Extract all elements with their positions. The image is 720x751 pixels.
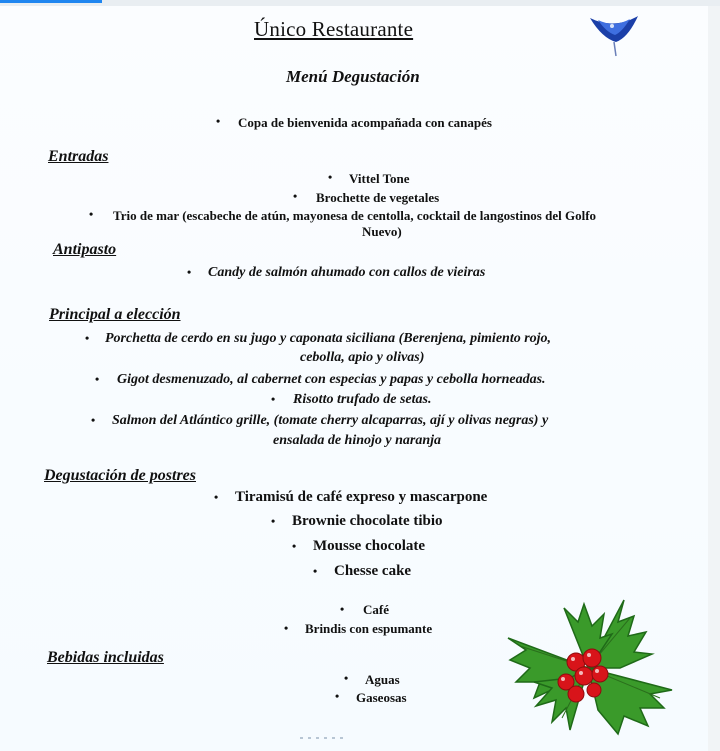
bullet-icon: • <box>85 331 90 345</box>
page-divider <box>300 736 344 740</box>
bullet-icon: • <box>335 689 340 703</box>
bullet-icon: • <box>271 514 276 528</box>
section-heading-principal: Principal a elección <box>49 306 181 323</box>
bullet-icon: • <box>313 564 318 578</box>
page-edge <box>708 6 720 751</box>
holly-icon <box>500 598 676 738</box>
section-heading-postres: Degustación de postres <box>44 467 196 484</box>
list-item-continuation: ensalada de hinojo y naranja <box>273 433 442 448</box>
list-item-continuation: cebolla, apio y olivas) <box>300 350 425 365</box>
blue-ornament-icon <box>588 8 640 58</box>
bullet-icon: • <box>89 207 94 221</box>
list-item: Porchetta de cerdo en su jugo y caponata siciliana (Berenjena, pimiento rojo, <box>105 331 552 346</box>
list-item: Café <box>363 602 389 617</box>
list-item: Gigot desmenuzado, al cabernet con especias y papas y cebolla horneadas. <box>117 372 546 387</box>
bullet-icon: • <box>216 114 221 128</box>
bullet-icon: • <box>187 265 192 279</box>
list-item: Trio de mar (escabeche de atún, mayonesa de centolla, cocktail de langostinos del Golfo <box>113 208 597 223</box>
list-item: Salmon del Atlántico grille, (tomate cherry alcaparras, ají y olivas negras) y <box>112 413 549 428</box>
bullet-icon: • <box>328 170 333 184</box>
section-heading-entradas: Entradas <box>48 148 109 165</box>
list-item: Chesse cake <box>334 563 412 579</box>
bullet-icon: • <box>95 372 100 386</box>
bullet-icon: • <box>292 539 297 553</box>
bullet-icon: • <box>344 671 349 685</box>
list-item: Brochette de vegetales <box>316 190 440 205</box>
restaurant-title: Único Restaurante <box>254 17 414 41</box>
menu-subtitle: Menú Degustación <box>286 67 420 86</box>
list-item: Aguas <box>365 672 400 687</box>
list-item: Risotto trufado de setas. <box>293 392 432 407</box>
section-heading-antipasto: Antipasto <box>53 241 117 258</box>
list-item: Mousse chocolate <box>313 538 426 554</box>
bullet-icon: • <box>214 490 219 504</box>
bullet-icon: • <box>340 602 345 616</box>
list-item: Tiramisú de café expreso y mascarpone <box>235 489 488 505</box>
bullet-icon: • <box>91 413 96 427</box>
list-item: Brownie chocolate tibio <box>292 513 443 529</box>
section-heading-bebidas: Bebidas incluidas <box>47 649 164 666</box>
list-item: Vittel Tone <box>349 171 410 186</box>
list-item: Gaseosas <box>356 690 407 705</box>
list-item-continuation: Nuevo) <box>362 224 402 239</box>
bullet-icon: • <box>293 189 298 203</box>
progress-accent <box>0 0 102 3</box>
list-item: Candy de salmón ahumado con callos de vieiras <box>208 265 486 280</box>
welcome-item: Copa de bienvenida acompañada con canapés <box>238 115 492 130</box>
bullet-icon: • <box>271 392 276 406</box>
bullet-icon: • <box>284 621 289 635</box>
list-item: Brindis con espumante <box>305 621 433 636</box>
